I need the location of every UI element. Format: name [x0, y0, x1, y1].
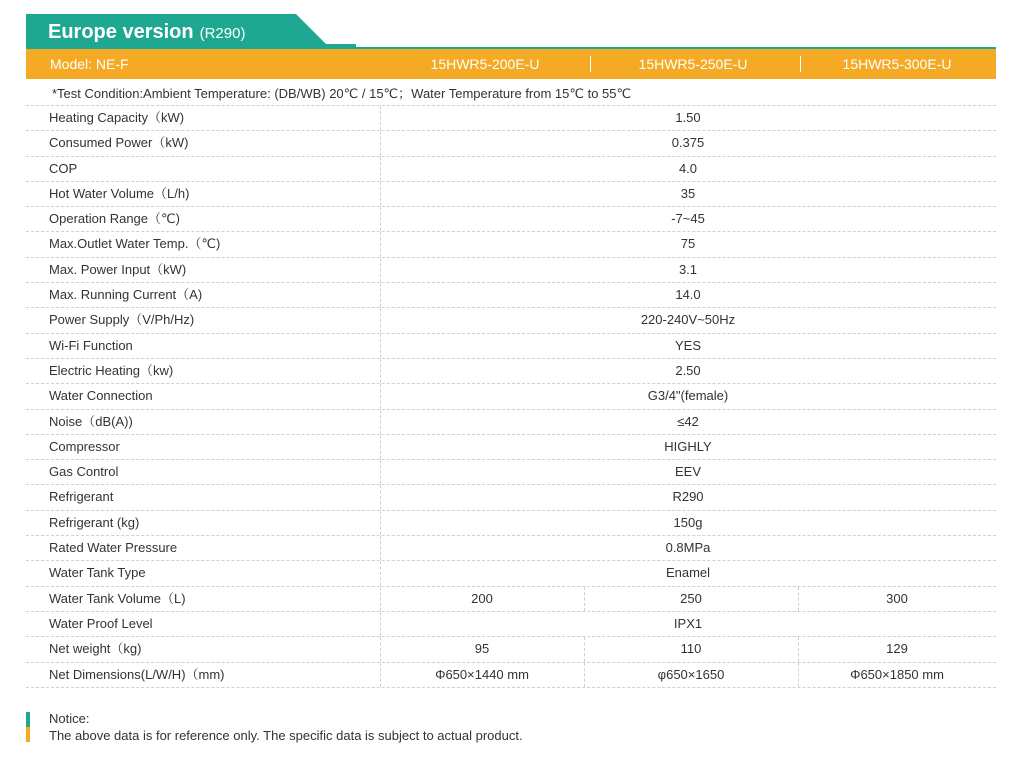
table-row	[26, 384, 996, 409]
row-value: 35	[680, 185, 696, 201]
notice-bar	[26, 712, 30, 742]
table-row	[26, 561, 996, 586]
row-value: 3.1	[678, 261, 698, 277]
row-value: 14.0	[675, 287, 701, 303]
row-label: Power Supply（V/Ph/Hz)	[49, 312, 195, 328]
row-label: Net weight（kg)	[49, 641, 142, 657]
row-label: Max. Power Input（kW)	[49, 261, 187, 277]
table-row	[26, 410, 996, 435]
row-value: ≤42	[677, 413, 699, 429]
model-label: Model: NE-F	[50, 56, 129, 72]
row-label: Gas Control	[49, 464, 119, 480]
row-value: R290	[672, 489, 704, 505]
table-row	[26, 258, 996, 283]
row-label: Consumed Power（kW)	[49, 135, 189, 151]
table-header	[26, 49, 996, 79]
page-title-text: Europe version	[48, 21, 194, 43]
table-row	[26, 207, 996, 232]
dims-300: Φ650×1850 mm	[850, 666, 944, 682]
model-250: 15HWR5-250E-U	[638, 56, 748, 72]
spec-table	[26, 106, 996, 688]
banner	[26, 14, 996, 50]
row-label: Wi-Fi Function	[49, 337, 133, 353]
dims-250: φ650×1650	[657, 666, 725, 682]
notice	[26, 710, 523, 744]
row-value: Enamel	[665, 565, 711, 581]
row-value: 220-240V~50Hz	[640, 312, 736, 328]
row-value: -7~45	[671, 211, 705, 227]
table-row	[26, 106, 996, 131]
row-value: G3/4"(female)	[647, 388, 729, 404]
row-label: Refrigerant (kg)	[49, 514, 140, 530]
table-row	[26, 182, 996, 207]
row-value: 75	[680, 236, 696, 252]
table-row	[26, 511, 996, 536]
row-label: Hot Water Volume（L/h)	[49, 185, 190, 201]
row-label: Max. Running Current（A)	[49, 287, 203, 303]
row-label: Water Tank Type	[49, 565, 146, 581]
table-row-tank-volume	[26, 587, 996, 612]
row-value: 1.50	[675, 110, 701, 125]
table-row	[26, 485, 996, 510]
table-row	[26, 536, 996, 561]
table-row	[26, 460, 996, 485]
notice-text: The above data is for reference only. The specific data is subject to actual product.	[49, 728, 523, 743]
row-label: Max.Outlet Water Temp.（℃)	[49, 236, 221, 252]
row-label: Water Tank Volume（L)	[49, 590, 186, 606]
model-200: 15HWR5-200E-U	[430, 56, 540, 72]
row-label: Electric Heating（kw)	[49, 362, 174, 378]
table-row-proof	[26, 612, 996, 637]
table-row	[26, 435, 996, 460]
table-row-weight	[26, 637, 996, 662]
row-label: Compressor	[49, 438, 120, 454]
row-value: 0.375	[671, 135, 705, 151]
page-title	[48, 21, 245, 44]
table-row	[26, 334, 996, 359]
row-value: 150g	[673, 514, 703, 530]
tank-volume-300: 300	[886, 590, 908, 606]
tank-volume-200: 200	[471, 590, 493, 606]
row-value: 2.50	[675, 362, 701, 378]
row-value: HIGHLY	[664, 438, 712, 454]
test-condition: *Test Condition:Ambient Temperature: (DB/WB) 20℃ / 15℃；Water Temperature from 15℃ to 55℃	[26, 82, 996, 106]
row-value: YES	[674, 337, 701, 353]
table-row-dimensions	[26, 663, 996, 688]
dims-200: Φ650×1440 mm	[435, 666, 529, 682]
table-row	[26, 131, 996, 156]
row-label: Water Proof Level	[49, 615, 153, 631]
row-value: 4.0	[678, 160, 698, 176]
row-label: Refrigerant	[49, 489, 114, 505]
page-subtitle: (R290)	[199, 25, 246, 42]
table-row	[26, 232, 996, 257]
table-row	[26, 359, 996, 384]
table-row	[26, 308, 996, 333]
tank-volume-250: 250	[680, 590, 702, 606]
row-label: Net Dimensions(L/W/H)（mm)	[49, 666, 225, 682]
row-label: Noise（dB(A))	[49, 413, 133, 429]
model-300: 15HWR5-300E-U	[842, 56, 952, 72]
weight-250: 110	[680, 641, 702, 657]
row-label: COP	[49, 160, 78, 176]
table-row	[26, 283, 996, 308]
row-label: Water Connection	[49, 388, 153, 404]
row-label: Rated Water Pressure	[49, 540, 178, 556]
table-row	[26, 157, 996, 182]
row-label: Operation Range（℃)	[49, 211, 180, 227]
notice-title: Notice:	[49, 711, 90, 726]
weight-300: 129	[886, 641, 908, 657]
row-label: Heating Capacity（kW)	[49, 110, 185, 125]
weight-200: 95	[474, 641, 490, 657]
row-value: EEV	[674, 464, 701, 480]
row-value: 0.8MPa	[665, 540, 711, 556]
row-value: IPX1	[673, 615, 703, 631]
